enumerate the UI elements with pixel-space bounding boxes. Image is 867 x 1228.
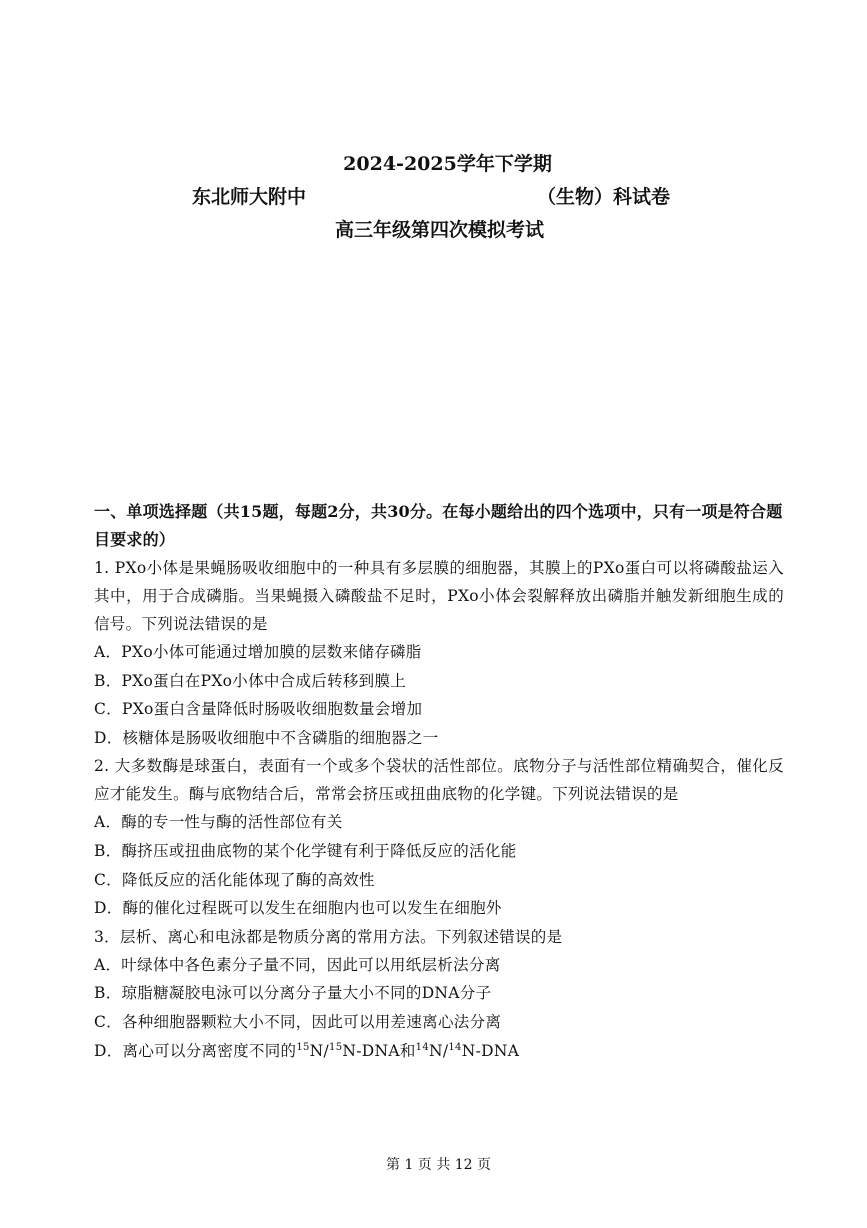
isotope-text: N-DNA [461, 1041, 520, 1060]
question-stem: 3．层析、离心和电泳都是物质分离的常用方法。下列叙述错误的是 [94, 927, 563, 946]
subject-title: （生物）科试卷 [537, 186, 671, 208]
option-d: D．酶的催化过程既可以发生在细胞内也可以发生在细胞外 [94, 899, 502, 918]
exam-year-term: 2024-2025学年下学期 [343, 153, 552, 175]
isotope-mass-number: 15 [329, 1041, 343, 1053]
option-a: A．PXo小体可能通过增加膜的层数来储存磷脂 [94, 643, 422, 661]
option-c: C．降低反应的活化能体现了酶的高效性 [94, 870, 375, 889]
option-b: B．琼脂糖凝胶电泳可以分离分子量大小不同的DNA分子 [94, 984, 492, 1003]
option-d [94, 1037, 784, 1066]
isotope-mass-number: 14 [415, 1041, 429, 1053]
school-subject-row [0, 181, 867, 214]
option-c: C．各种细胞器颗粒大小不同，因此可以用差速离心法分离 [94, 1012, 502, 1031]
page-number: 第 1 页 共 12 页 [386, 1157, 491, 1173]
question-stem: 2. 大多数酶是球蛋白，表面有一个或多个袋状的活性部位。底物分子与活性部位精确契合，催化反应才能发生。酶与底物结合后，常常会挤压或扭曲底物的化学键。下列说法错误的是 [94, 757, 784, 804]
option-d: D．核糖体是肠吸收细胞中不含磷脂的细胞器之一 [94, 728, 439, 747]
exam-content [94, 498, 784, 1065]
page-footer [0, 1154, 867, 1174]
question-2 [94, 752, 784, 922]
isotope-text: N/ [309, 1041, 330, 1060]
option-a: A．酶的专一性与酶的活性部位有关 [94, 813, 343, 832]
isotope-text: N/ [429, 1041, 449, 1060]
option-b: B．酶挤压或扭曲底物的某个化学键有利于降低反应的活化能 [94, 841, 517, 860]
question-3 [94, 923, 784, 1065]
option-a: A．叶绿体中各色素分子量不同，因此可以用纸层析法分离 [94, 955, 501, 974]
option-c: C．PXo蛋白含量降低时肠吸收细胞数量会增加 [94, 700, 423, 719]
exam-header [0, 148, 867, 247]
exam-grade-title: 高三年级第四次模拟考试 [334, 219, 544, 241]
section-heading: 一、单项选择题（共15题，每题2分，共30分。在每小题给出的四个选项中，只有一项是符合题目要求的） [94, 502, 783, 549]
isotope-text: N-DNA和 [342, 1041, 416, 1060]
isotope-mass-number: 14 [448, 1041, 462, 1053]
question-1 [94, 554, 784, 752]
option-d-prefix: D．离心可以分离密度不同的 [94, 1041, 297, 1060]
option-b: B．PXo蛋白在PXo小体中合成后转移到膜上 [94, 671, 407, 690]
isotope-mass-number: 15 [296, 1041, 310, 1053]
question-stem: 1. PXo小体是果蝇肠吸收细胞中的一种具有多层膜的细胞器，其膜上的PXo蛋白可以将磷酸盐运入其中，用于合成磷脂。当果蝇摄入磷酸盐不足时，PXo小体会裂解释放出磷脂并触发新细胞生成的信号。下列说法错误的是 [94, 559, 784, 633]
school-name: 东北师大附中 [192, 186, 307, 208]
